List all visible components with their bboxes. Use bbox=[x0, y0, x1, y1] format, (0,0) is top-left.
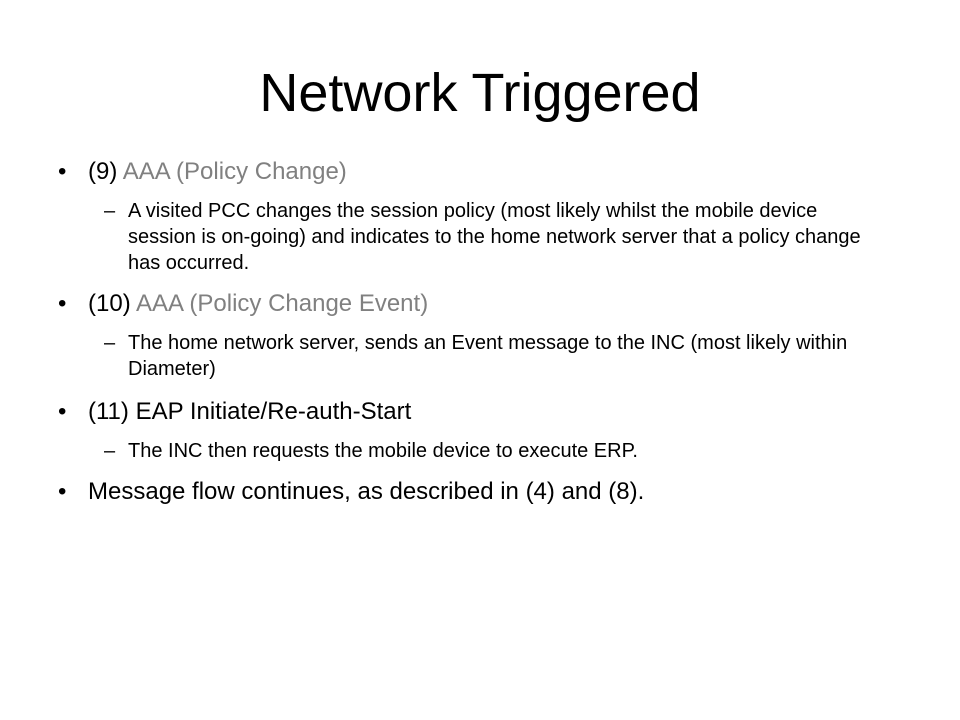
bullet-prefix: (9) bbox=[88, 158, 123, 185]
bullet-item-10 bbox=[58, 288, 878, 320]
bullet-prefix: Message flow continues, as described in (4) and (8). bbox=[88, 478, 645, 505]
bullet-item-9 bbox=[58, 156, 878, 188]
bullet-icon: • bbox=[58, 158, 67, 185]
sub-bullet-text: A visited PCC changes the session policy (most likely whilst the mobile device session is on-going) and indicates to the home network server that a policy change has occurred. bbox=[128, 200, 861, 274]
dash-icon: – bbox=[104, 332, 116, 354]
bullet-list bbox=[58, 156, 878, 508]
bullet-highlight: AAA (Policy Change Event) bbox=[136, 290, 429, 317]
sub-bullet-text: The INC then requests the mobile device to execute ERP. bbox=[128, 440, 638, 462]
bullet-icon: • bbox=[58, 398, 67, 425]
bullet-prefix: (10) bbox=[88, 290, 137, 317]
bullet-icon: • bbox=[58, 478, 67, 505]
bullet-item-11 bbox=[58, 396, 878, 428]
bullet-item-message-flow bbox=[58, 476, 878, 508]
bullet-icon: • bbox=[58, 290, 67, 317]
sub-bullet-9 bbox=[58, 198, 878, 276]
slide-title: Network Triggered bbox=[259, 63, 701, 123]
sub-bullet-11 bbox=[58, 438, 878, 464]
dash-icon: – bbox=[104, 440, 116, 462]
dash-icon: – bbox=[104, 200, 116, 222]
sub-bullet-10 bbox=[58, 330, 878, 382]
bullet-highlight: AAA (Policy Change) bbox=[122, 158, 347, 185]
bullet-prefix: (11) EAP Initiate/Re-auth-Start bbox=[88, 398, 412, 425]
sub-bullet-text: The home network server, sends an Event message to the INC (most likely within Diameter) bbox=[128, 332, 848, 380]
